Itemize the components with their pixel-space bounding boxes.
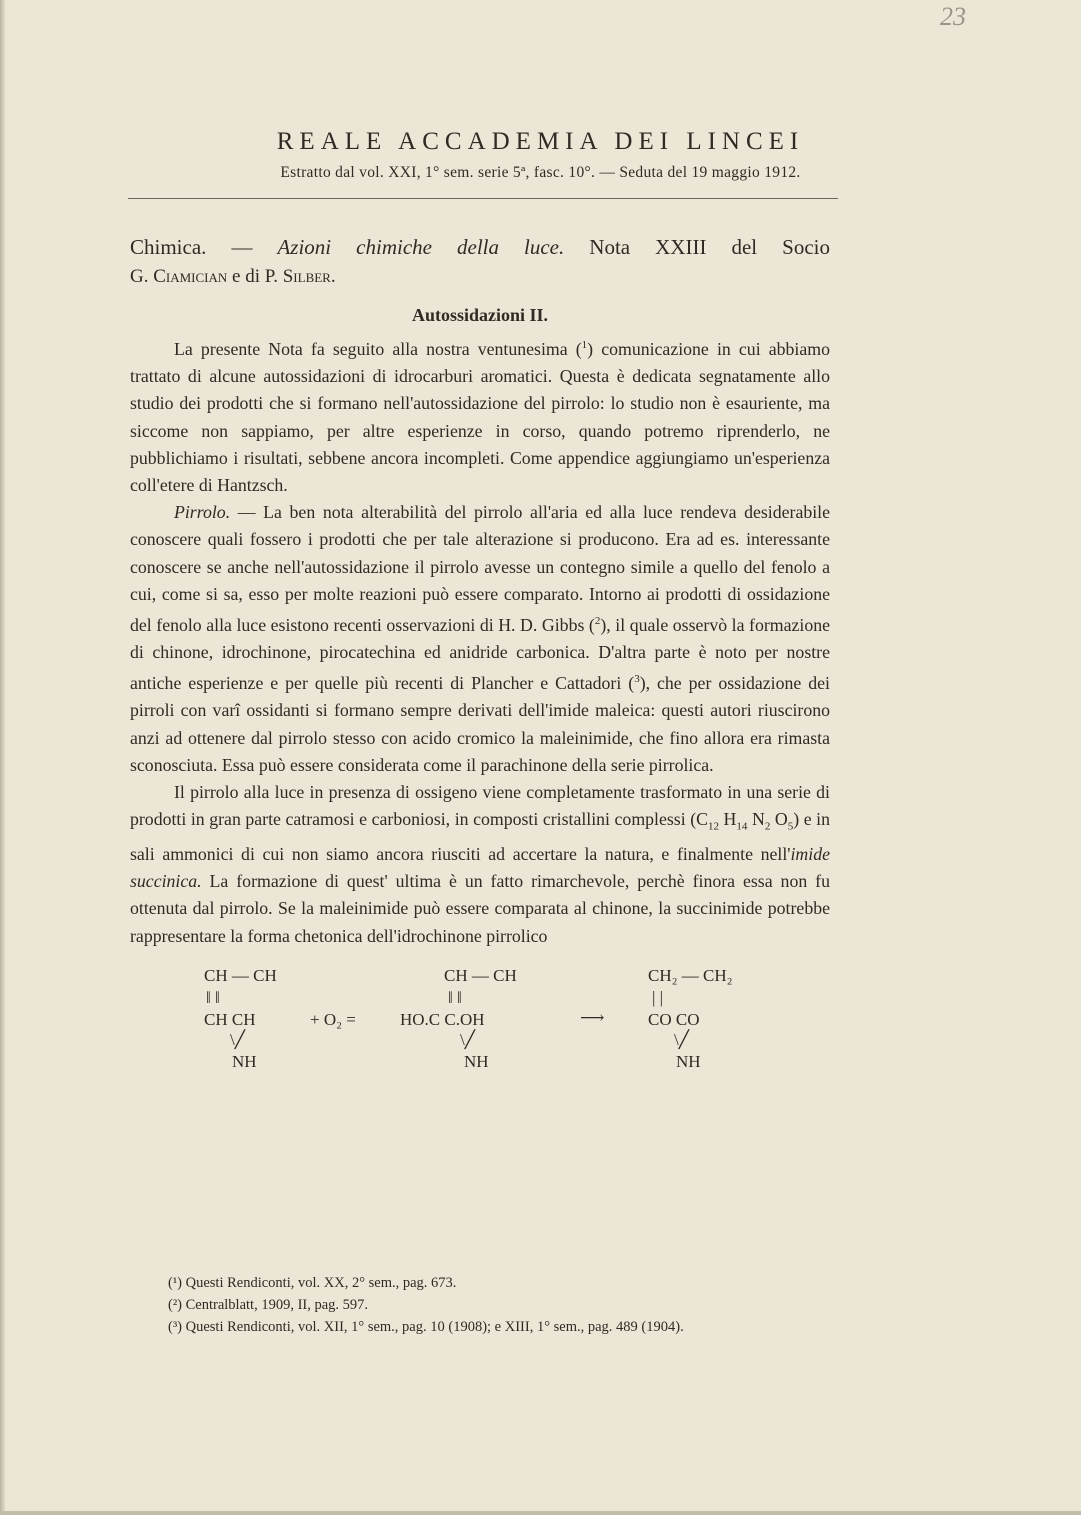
pyrrole-top: CH — CH bbox=[204, 965, 277, 985]
p3-text-b: ) e in sali ammonici di cui non siamo ancora riusciti ad accertare la natura, e finalmente nell' bbox=[130, 809, 830, 864]
p2-text-a: — La ben nota alterabilità del pirrolo all'aria ed alla luce rendeva desiderabile conoscere quali fossero i prodotti che per tale alterazione si producono. Era ad es. interessante conoscere se anche nell'autossidazione il pirrolo avesse un contegno simile a quello del fenolo a cui, come si sa, esso per molte reazioni può essere comparato. Intorno ai prodotti di ossidazione del fenolo alla luce esistono recenti osservazioni di H. D. Gibbs ( bbox=[130, 502, 830, 635]
header-rule bbox=[128, 198, 838, 199]
succinimide-top: CH₂ — CH₂ bbox=[648, 965, 733, 985]
sub-o: 5 bbox=[787, 820, 794, 833]
footnotes bbox=[168, 1272, 868, 1338]
page-left-edge bbox=[0, 0, 6, 1515]
chemical-equation bbox=[130, 958, 830, 1088]
enol-nh: NH bbox=[464, 1051, 489, 1071]
journal-title: REALE ACCADEMIA DEI LINCEI bbox=[276, 128, 805, 155]
article-body bbox=[130, 232, 830, 1088]
article-title: Azioni chimiche della luce. bbox=[277, 235, 565, 259]
authors-prefix: G. bbox=[130, 266, 154, 287]
footnote-3: (³) Questi Rendiconti, vol. XII, 1° sem., pag. 10 (1908); e XIII, 1° sem., pag. 489 (1904). bbox=[168, 1319, 684, 1335]
footnote-ref-3: 3 bbox=[634, 673, 640, 686]
pyrrole-nh: NH bbox=[232, 1051, 257, 1071]
reaction-arrow: ⟶ bbox=[580, 1007, 605, 1027]
p3-text-a: Il pirrolo alla luce in presenza di ossigeno viene completamente trasformato in una serie di prodotti in gran parte catramosi e carboniosi, in composti cristallini complessi (C bbox=[130, 782, 830, 830]
page-bottom-edge bbox=[0, 1511, 1081, 1515]
p2-text-c: ), che per ossidazione dei pirroli con varî ossidanti si formano sempre derivati dell'imide maleica: questi autori riuscirono anzi ad ottenere dal pirrolo stesso con acido cromico la maleinimide, che fino allora era rimasta sconosciuta. Essa può essere considerata come il parachinone della serie pirrolica. bbox=[130, 673, 830, 775]
p3-text-c: La formazione di quest' ultima è un fatto rimarchevole, perchè finora essa non fu ottenuta dal pirrolo. Se la maleinimide può essere comparata al chinone, la succinimide potrebbe rappresentare la forma chetonica dell'idrochinone pirrolico bbox=[130, 871, 830, 946]
pirrolo-lead: Pirrolo. bbox=[174, 502, 231, 523]
article-title-line bbox=[130, 232, 830, 262]
succinimide-v: \╱ bbox=[674, 1029, 689, 1049]
footnote-2: (²) Centralblatt, 1909, II, pag. 597. bbox=[168, 1297, 369, 1313]
p3-o: O bbox=[770, 809, 788, 830]
p3-n: N bbox=[747, 809, 765, 830]
footnote-ref-1: 1 bbox=[581, 339, 588, 351]
section-heading: Autossidazioni II. bbox=[411, 305, 549, 325]
footnote-ref-2: 2 bbox=[594, 614, 601, 627]
enol-top: CH — CH bbox=[444, 965, 517, 985]
journal-subtitle: Estratto dal vol. XXI, 1° sem. serie 5ª, fasc. 10°. — Seduta del 19 maggio 1912. bbox=[280, 164, 801, 181]
authors-mid: e di P. bbox=[227, 266, 283, 287]
enol-v: \╱ bbox=[460, 1029, 475, 1049]
paragraph-1 bbox=[130, 332, 830, 499]
article-title-rest: Nota XXIII del Socio bbox=[564, 235, 830, 259]
paragraph-3 bbox=[130, 779, 830, 950]
article-field: Chimica. bbox=[130, 235, 207, 259]
paragraph-2 bbox=[130, 499, 830, 779]
succinimide-nh: NH bbox=[676, 1051, 701, 1071]
pyrrole-mid: CH CH bbox=[204, 1009, 256, 1029]
p3-h: H bbox=[719, 809, 737, 830]
handwritten-page-mark: 23 bbox=[940, 2, 966, 31]
plus-oxygen-equals: + O₂ = bbox=[310, 1009, 356, 1029]
enol-mid: HO.C C.OH bbox=[400, 1009, 485, 1029]
sub-n: 2 bbox=[764, 820, 771, 833]
sub-h: 14 bbox=[736, 820, 748, 833]
p2-text-b: ), il quale osservò la formazione di chinone, idrochinone, pirocatechina ed anidride carbonica. D'altra parte è noto per nostre antiche esperienze e per quelle più recenti di Plancher e Cattadori ( bbox=[130, 614, 830, 694]
succinimide-mid: CO CO bbox=[648, 1009, 700, 1029]
sub-c: 12 bbox=[708, 820, 719, 833]
author-silber: Silber. bbox=[282, 266, 336, 287]
p1-text-a: La presente Nota fa seguito alla nostra ventunesima ( bbox=[174, 338, 582, 359]
succinimide-bonds: | | bbox=[652, 987, 664, 1007]
pyrrole-bonds: ‖ ‖ bbox=[206, 987, 220, 1007]
title-dash: — bbox=[206, 235, 278, 259]
article-authors bbox=[130, 262, 830, 292]
p1-text-b: ) comunicazione in cui abbiamo trattato di alcune autossidazioni di idrocarburi aromatici. Questa è dedicata segnatamente allo studio dei prodotti che si formano nell'autossidazione del pirrolo: lo studio non è esauriente, ma siccome non sappiamo, per altre esperienze in corso, quando potremo riprenderlo, ne pubblichiamo i risultati, sebbene ancora incompleti. Come appendice aggiungiamo un'esperienza coll'etere di Hantzsch. bbox=[130, 338, 830, 495]
imide-succinica: imide succinica. bbox=[130, 843, 830, 892]
footnote-1: (¹) Questi Rendiconti, vol. XX, 2° sem., pag. 673. bbox=[168, 1275, 457, 1291]
author-ciamician: Ciamician bbox=[153, 266, 228, 287]
pyrrole-v: \╱ bbox=[230, 1029, 245, 1049]
enol-bonds: ‖ ‖ bbox=[448, 987, 462, 1007]
